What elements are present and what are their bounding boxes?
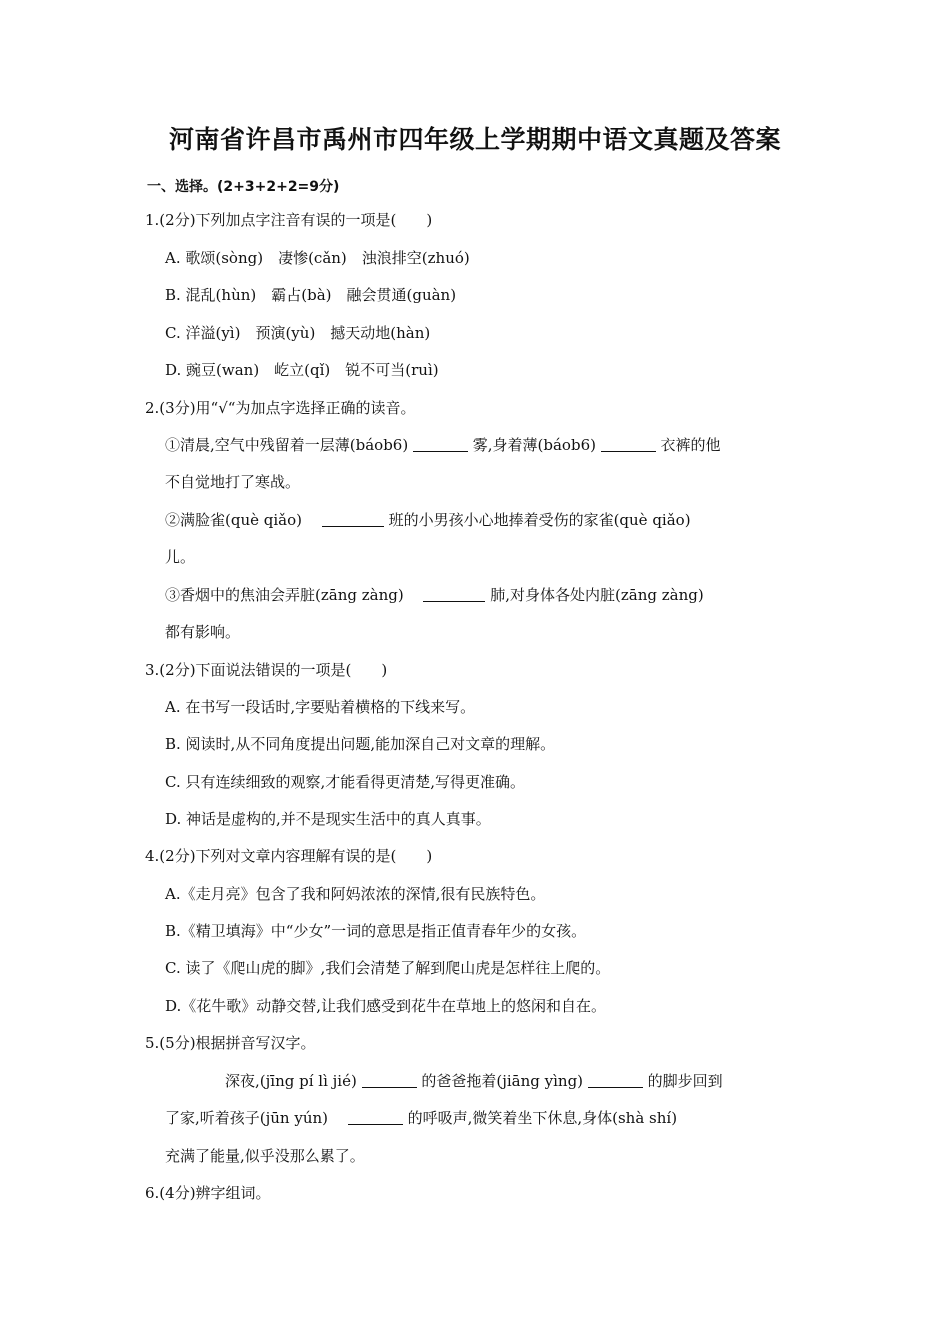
answer-blank[interactable]	[601, 436, 656, 452]
question-2-item-1-cont: 不自觉地打了寒战。	[165, 473, 301, 491]
passage-text-b: 的爸爸拖着(jiāng yìng)	[421, 1072, 584, 1090]
question-2-item-1	[165, 435, 721, 455]
question-6-stem: 6.(4分)辨字组词。	[145, 1184, 271, 1202]
question-2-item-3-cont: 都有影响。	[165, 623, 241, 641]
question-1-option-a: A. 歌颂(sòng) 凄惨(cǎn) 浊浪排空(zhuó)	[165, 249, 470, 267]
question-3-option-a: A. 在书写一段话时,字要贴着横格的下线来写。	[165, 698, 476, 716]
passage-text-d: 了家,听着孩子(jūn yún)	[165, 1109, 344, 1127]
question-5-passage-line-2	[165, 1108, 677, 1128]
passage-text-a: 深夜,(jīng pí lì jié)	[225, 1072, 357, 1090]
question-3-option-c: C. 只有连续细致的观察,才能看得更清楚,写得更准确。	[165, 773, 526, 791]
question-3-stem: 3.(2分)下面说法错误的一项是( )	[145, 661, 388, 679]
question-2-item-2	[165, 510, 691, 530]
question-4-stem: 4.(2分)下列对文章内容理解有误的是( )	[145, 847, 433, 865]
question-4-option-b: B.《精卫填海》中“少女”一词的意思是指正值青春年少的女孩。	[165, 922, 587, 940]
answer-blank[interactable]	[413, 436, 468, 452]
item-3-text-b: 肺,对身体各处内脏(zāng zàng)	[490, 586, 704, 604]
passage-text-e: 的呼吸声,微笑着坐下休息,身体(shà shí)	[407, 1109, 678, 1127]
question-2-stem: 2.(3分)用“√“为加点字选择正确的读音。	[145, 399, 416, 417]
question-4-option-d: D.《花牛歌》动静交替,让我们感受到花牛在草地上的悠闲和自在。	[165, 997, 607, 1015]
section-heading: 一、选择。(2+3+2+2=9分)	[147, 179, 340, 195]
question-2-item-2-cont: 儿。	[165, 548, 196, 566]
item-1-text-a: ①清晨,空气中残留着一层薄(báob6)	[165, 436, 409, 454]
answer-blank[interactable]	[362, 1072, 417, 1088]
question-4-option-a: A.《走月亮》包含了我和阿妈浓浓的深情,很有民族特色。	[165, 885, 546, 903]
question-4-option-c: C. 读了《爬山虎的脚》,我们会清楚了解到爬山虎是怎样往上爬的。	[165, 959, 611, 977]
item-1-text-b: 雾,身着薄(báob6)	[472, 436, 596, 454]
item-2-text-a: ②满脸雀(què qiǎo)	[165, 511, 317, 529]
answer-blank[interactable]	[322, 511, 384, 527]
question-5-passage-line-1	[225, 1071, 723, 1091]
question-5-passage-line-3: 充满了能量,似乎没那么累了。	[165, 1147, 365, 1165]
page-title: 河南省许昌市禹州市四年级上学期期中语文真题及答案	[168, 125, 781, 154]
question-1-option-b: B. 混乱(hùn) 霸占(bà) 融会贯通(guàn)	[165, 286, 457, 304]
answer-blank[interactable]	[588, 1072, 643, 1088]
question-3-option-d: D. 神话是虚构的,并不是现实生活中的真人真事。	[165, 810, 491, 828]
question-1-stem: 1.(2分)下列加点字注音有误的一项是( )	[145, 211, 433, 229]
question-2-item-3	[165, 585, 704, 605]
question-3-option-b: B. 阅读时,从不同角度提出问题,能加深自己对文章的理解。	[165, 735, 556, 753]
item-2-text-b: 班的小男孩小心地捧着受伤的家雀(què qiǎo)	[388, 511, 691, 529]
answer-blank[interactable]	[348, 1109, 403, 1125]
question-1-option-c: C. 洋溢(yì) 预演(yù) 撼天动地(hàn)	[165, 324, 431, 342]
question-1-option-d: D. 豌豆(wan) 屹立(qǐ) 锐不可当(ruì)	[165, 361, 439, 379]
question-5-stem: 5.(5分)根据拼音写汉字。	[145, 1034, 316, 1052]
item-3-text-a: ③香烟中的焦油会弄脏(zāng zàng)	[165, 586, 419, 604]
passage-text-c: 的脚步回到	[647, 1072, 723, 1090]
answer-blank[interactable]	[423, 586, 485, 602]
item-1-text-c: 衣裤的他	[660, 436, 721, 454]
